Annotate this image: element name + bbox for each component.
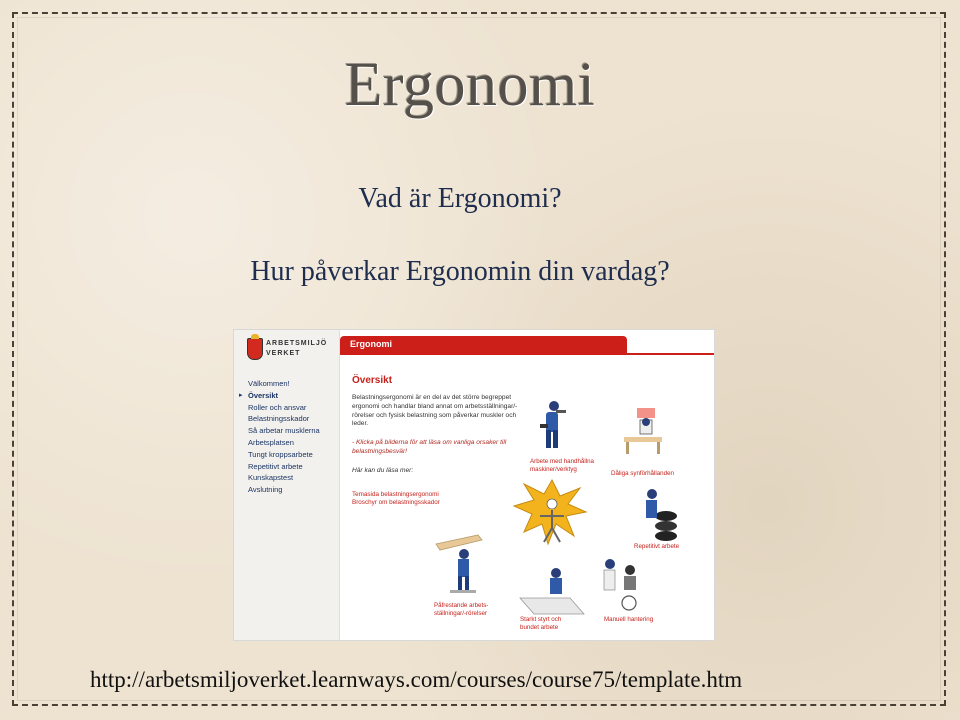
nav-item-tungt: Tungt kroppsarbete — [248, 449, 313, 459]
nav-item-arbetsplatsen: Arbetsplatsen — [248, 437, 294, 447]
click-hint: - Klicka på bilderna för att läsa om vanliga orsaker till belastningsbesvär! — [352, 439, 507, 455]
bullet-question-2: Hur påverkar Ergonomin din vardag? — [250, 256, 670, 287]
embedded-website-screenshot — [234, 330, 714, 640]
overview-heading: Översikt — [352, 375, 393, 386]
person-at-desk-figure — [624, 408, 662, 454]
slide-title: Ergonomi — [344, 51, 596, 119]
nav-item-kunskapstest: Kunskapstest — [248, 473, 294, 483]
ergonomics-illustrations — [234, 330, 714, 640]
overhead-work-figure — [436, 535, 482, 593]
nav-item-oversikt: ▸ Översikt — [234, 390, 339, 402]
nav-item-roller: Roller och ansvar — [248, 402, 307, 412]
nav-item-belastningsskador: Belastningsskador — [248, 414, 310, 424]
read-more-label: Här kan du läsa mer: — [352, 466, 414, 474]
nav-item-valkommen: Välkommen! — [248, 379, 290, 388]
nav-item-repetitivt: Repetitivt arbete — [248, 461, 303, 471]
worker-with-tool-figure — [540, 401, 566, 448]
logo-line-2: VERKET — [266, 350, 301, 357]
source-url: http://arbetsmiljoverket.learnways.com/courses/course75/template.htm — [90, 667, 743, 692]
nav-item-avslutning: Avslutning — [248, 485, 283, 495]
manual-handling-figure — [604, 559, 636, 610]
bullet-question-1: Vad är Ergonomi? — [358, 183, 562, 214]
overview-paragraph: Belastningsergonomi är en del av det större begreppet ergonomi och handlar bland annat om arbetsställningar/-rörelser och fysisk belastning som påverkar muskler och leder. — [352, 394, 518, 428]
caption-repetitive: Repetitivt arbete — [634, 543, 680, 550]
caption-controlled: Starkt styrt och bundet arbete — [520, 616, 562, 631]
nav-item-musklerna: Så arbetar musklerna — [248, 426, 320, 436]
section-tab-label: Ergonomi — [350, 339, 392, 349]
pain-burst-figure — [514, 480, 586, 544]
caption-visual: Dåliga synförhållanden — [611, 470, 674, 477]
tyre-stack-figure — [646, 489, 677, 541]
caption-manual: Manuell hantering — [604, 616, 654, 623]
logo-line-1: ARBETSMILJÖ — [266, 340, 328, 347]
conveyor-work-figure — [520, 568, 584, 614]
caption-posture: Påfrestande arbets- ställningar/-rörelser — [434, 602, 489, 617]
link-temasida: Temasida belastningsergonomi — [352, 490, 439, 498]
link-broschyr: Broschyr om belastningsskador — [352, 499, 440, 507]
caption-tools: Arbete med handhållna maskiner/verktyg — [530, 458, 594, 473]
